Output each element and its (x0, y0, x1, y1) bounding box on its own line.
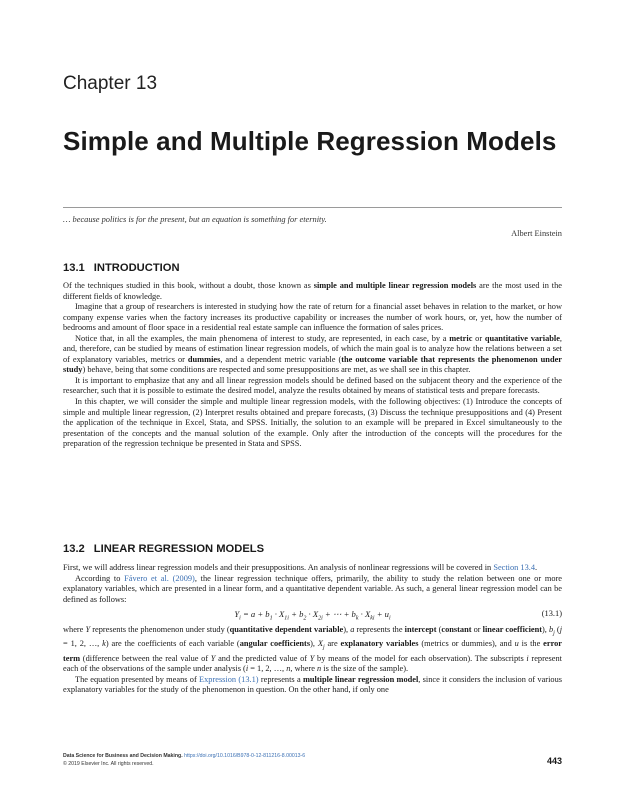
paragraph: Notice that, in all the examples, the main phenomena of interest to study, are represented, in each case, by a metric or quantitative variable, and, therefore, can be studied by means of estimation linear regression models, of which the main goal is to analyze how the relations between a set of explanatory variables, metrics or dummies, and a dependent metric variable (the outcome variable that represents the phenomenon under study) behave, being that some conditions are respected and some presuppositions are met, as we shall see in this chapter. (63, 333, 562, 375)
doi-link[interactable]: https://doi.org/10.1016/B978-0-12-811216-8.00013-6 (184, 753, 306, 759)
equation-row (63, 607, 562, 625)
section-link[interactable]: Section 13.4 (493, 563, 536, 572)
epigraph-author: Albert Einstein (511, 229, 562, 238)
paragraph: First, we will address linear regression models and their presuppositions. An analysis of nonlinear regressions will be covered in Section 13.4. (63, 563, 538, 572)
copyright: © 2019 Elsevier Inc. All rights reserved. (63, 760, 154, 767)
regression-equation: $Y_i = a + b_1 \cdot X_{1i} + b_2 \cdot X_{2i}$ + ⋯ + $b_k \cdot X_{ki} + u_i$ (234, 609, 391, 622)
section-heading-introduction (63, 262, 180, 274)
chapter-title: Simple and Multiple Regression Models (63, 126, 557, 156)
citation-link[interactable]: Fávero et al. (2009) (124, 573, 195, 583)
section-number: 13.1 (63, 262, 85, 274)
section-body-introduction (63, 281, 562, 450)
section-body-linear-regression (63, 563, 562, 696)
epigraph-quote: … because politics is for the present, but an equation is something for eternity. (63, 215, 327, 224)
paragraph: Of the techniques studied in this book, without a doubt, those known as simple and multiple linear regression models are the most used in the different fields of knowledge. (63, 281, 562, 301)
page-number: 443 (546, 756, 562, 766)
section-heading-linear-regression-models (63, 543, 264, 555)
paragraph: where Y represents the phenomenon under study (quantitative dependent variable), a represents the intercept (constant or linear coefficient), $b_j$ (j = 1, 2, …, k) are the coefficients of each variable (angular coefficients), $X_j$ are explanatory variables (metrics or dummies), and u is the error term (difference between the real value of Y and the predicted value of Y by means of the model for each observation). The subscripts i represent each of the observations of the sample under analysis (i = 1, 2, …, n, where n is the size of the sample). (63, 625, 563, 674)
section-title: LINEAR REGRESSION MODELS (93, 543, 265, 555)
section-title: INTRODUCTION (93, 262, 180, 274)
expression-link[interactable]: Expression (13.1) (199, 674, 259, 684)
paragraph: It is important to emphasize that any and all linear regression models should be defined based on the subjacent theory and the experience of the researcher, such that it is possible to estimate the desired model, analyze the results obtained by means of statistical tests and prepare forecasts. (63, 375, 562, 396)
paragraph: The equation presented by means of Expression (13.1) represents a multiple linear regression model, since it considers the inclusion of various explanatory variables for the study of the phenomenon in question. On the other hand, if only one (63, 674, 562, 695)
paragraph: According to Fávero et al. (2009), the linear regression technique offers, primarily, the ability to study the relation between one or more explanatory variables, which are presented in a linear form, and a quantitative dependent variable. As such, a general linear regression model can be defined as follows: (63, 573, 562, 604)
header-divider (63, 207, 562, 208)
section-number: 13.2 (63, 543, 85, 555)
page-footer (63, 753, 305, 768)
paragraph: In this chapter, we will consider the simple and multiple linear regression models, with the following objectives: (1) Introduce the concepts of simple and multiple linear regression, (2) Interpret results obtained and prepare forecasts, (3) Discuss the technique presuppositions and (4) Present the application of the technique in Excel, Stata, and SPSS. Initially, the solution to an example will be prepared in Excel simultaneously to the presentation of the concepts and the manual solution of the example. Only after the introduction of the concepts will the procedures for the preparation of the regression technique be presented in Stata and SPSS. (63, 397, 562, 449)
book-title: Data Science for Business and Decision Making. (63, 753, 183, 759)
paragraph: Imagine that a group of researchers is interested in studying how the rate of return for a financial asset behaves in relation to the market, or how company expense varies when the factory increases its productive capability or increases the number of work hours, or, yet, how the number of bedrooms and amount of floor space in a residential real estate sample can influence the formation of sales prices. (63, 302, 562, 333)
equation-number: (13.1) (541, 609, 562, 619)
chapter-label: Chapter 13 (63, 73, 158, 94)
